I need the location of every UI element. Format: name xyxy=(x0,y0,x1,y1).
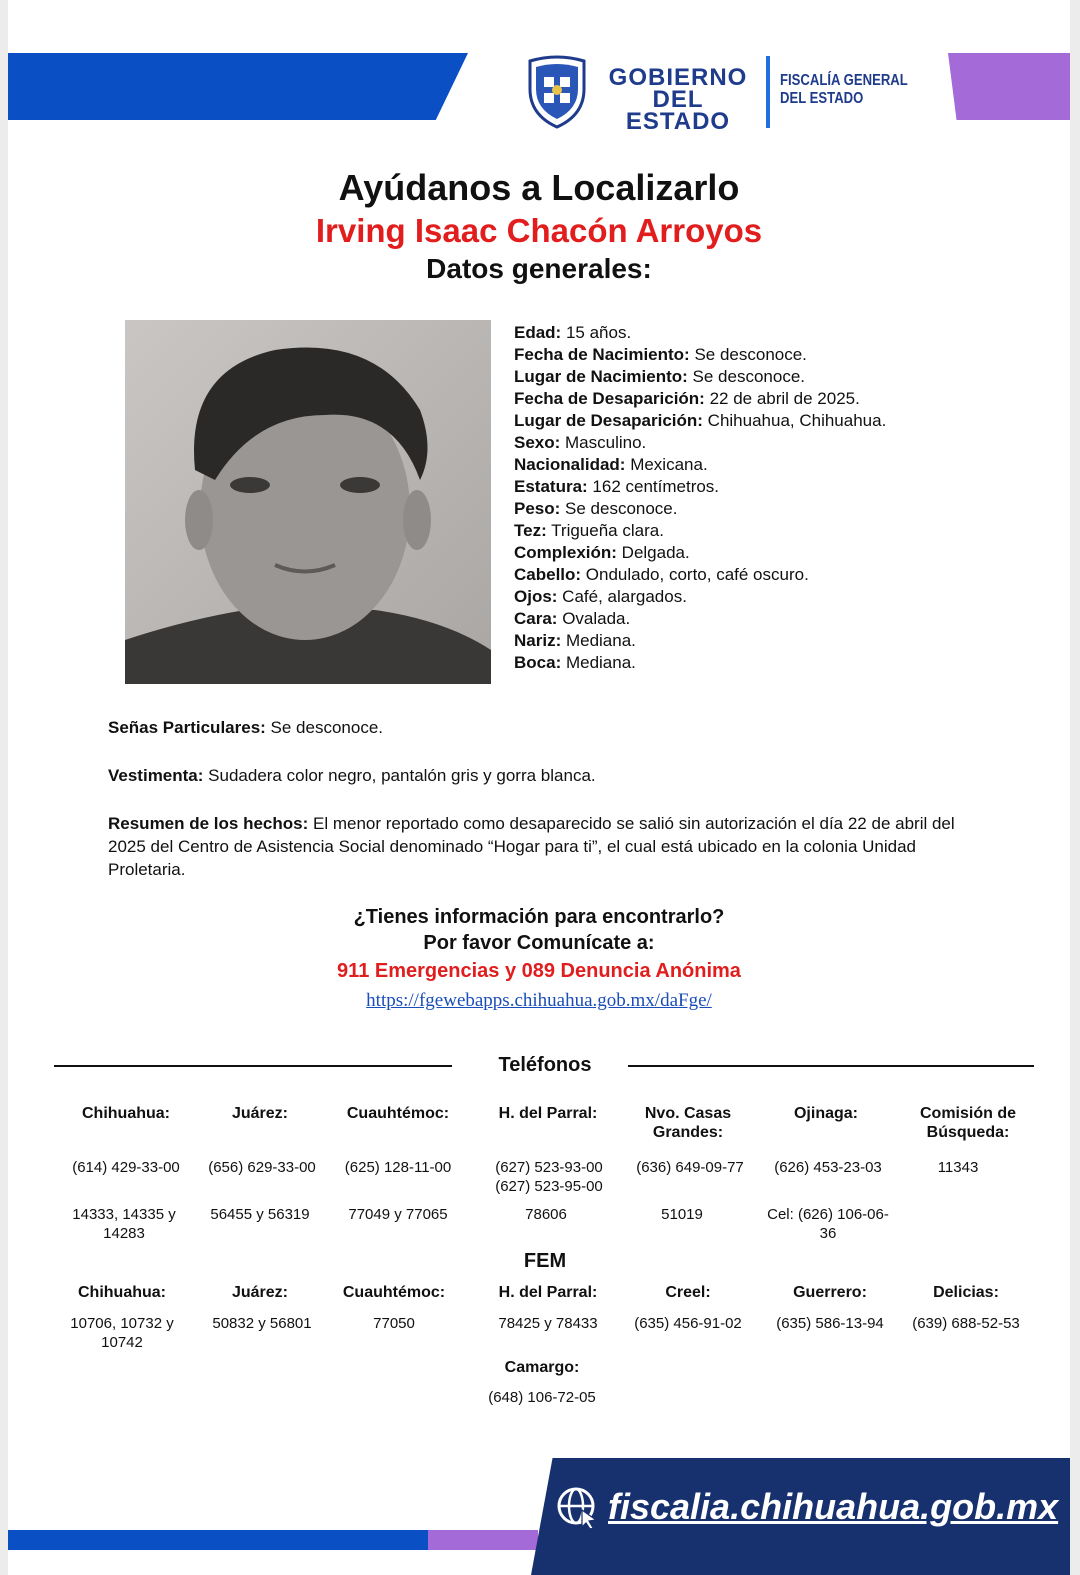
resumen-value: El menor reportado como desaparecido se salió sin autorización el día 22 de abril del 2025 del Centro de Asistencia Social denominado “Hogar para ti”, el cual está ubicado en la colonia Unidad Proletaria. xyxy=(108,814,955,879)
detail-row xyxy=(514,652,886,674)
detail-row xyxy=(514,322,886,344)
phones-header: Nvo. Casas Grandes: xyxy=(644,1105,732,1141)
header-blue-band xyxy=(8,53,468,120)
phones-title: Teléfonos xyxy=(498,1054,592,1076)
detail-label: Cabello: xyxy=(514,565,582,584)
detail-label: Fecha de Desaparición: xyxy=(514,389,705,408)
logo-gobierno-line1: GOBIERNO xyxy=(608,64,748,91)
divider-right xyxy=(628,1065,1034,1067)
globe-cursor-icon xyxy=(556,1486,600,1530)
detail-value: 15 años. xyxy=(561,323,632,342)
resumen-label: Resumen de los hechos: xyxy=(108,814,309,833)
phones-number: (626) 453-23-03 xyxy=(774,1159,882,1176)
fem-header: H. del Parral: xyxy=(498,1284,598,1301)
detail-value: Trigueña clara. xyxy=(546,521,664,540)
detail-label: Estatura: xyxy=(514,477,588,496)
detail-label: Tez: xyxy=(514,521,547,540)
detail-row xyxy=(514,520,886,542)
fem-number: 50832 y 56801 xyxy=(212,1315,312,1332)
fem-number: (635) 456-91-02 xyxy=(634,1315,742,1332)
detail-value: Ondulado, corto, café oscuro. xyxy=(581,565,809,584)
detail-row xyxy=(514,454,886,476)
header-purple-band xyxy=(948,53,1070,120)
detail-value: Masculino. xyxy=(560,433,647,452)
contact-emergency: 911 Emergencias y 089 Denuncia Anónima xyxy=(337,960,741,982)
fem-header: Delicias: xyxy=(933,1284,999,1301)
phones-extension: 77049 y 77065 xyxy=(348,1206,448,1223)
poster xyxy=(8,0,1070,1575)
fem-header-extra: Camargo: xyxy=(504,1359,580,1376)
detail-value: Café, alargados. xyxy=(557,587,687,606)
phones-extension: 51019 xyxy=(661,1206,703,1223)
detail-label: Complexión: xyxy=(514,543,617,562)
phones-header: Comisión de Búsqueda: xyxy=(919,1105,1016,1141)
logo-gobierno xyxy=(598,64,758,135)
phones-number: (614) 429-33-00 xyxy=(72,1159,180,1176)
phones-number: (656) 629-33-00 xyxy=(208,1159,316,1176)
fem-header: Juárez: xyxy=(231,1284,289,1301)
detail-value: Se desconoce. xyxy=(689,345,807,364)
vestimenta-value: Sudadera color negro, pantalón gris y gorra blanca. xyxy=(203,766,596,785)
logo-divider xyxy=(766,56,770,128)
detail-row xyxy=(514,410,886,432)
detail-value: Chihuahua, Chihuahua. xyxy=(702,411,887,430)
detail-row xyxy=(514,366,886,388)
detail-value: Mediana. xyxy=(561,653,636,672)
resumen xyxy=(108,812,988,881)
phones-extension: 14333, 14335 y 14283 xyxy=(72,1206,176,1242)
fem-title: FEM xyxy=(523,1250,567,1272)
phones-header: Ojinaga: xyxy=(793,1105,858,1122)
senas-value: Se desconoce. xyxy=(265,718,384,737)
person-photo xyxy=(125,320,491,684)
contact-please: Por favor Comunícate a: xyxy=(423,932,655,954)
detail-row xyxy=(514,586,886,608)
contact-question: ¿Tienes información para encontrarlo? xyxy=(353,906,725,928)
detail-value: Mexicana. xyxy=(625,455,708,474)
phones-extension: 78606 xyxy=(525,1206,567,1223)
fem-number: 10706, 10732 y 10742 xyxy=(70,1315,174,1351)
detail-value: Mediana. xyxy=(561,631,636,650)
vestimenta xyxy=(108,764,988,787)
detail-row xyxy=(514,432,886,454)
phones-header: Cuauhtémoc: xyxy=(346,1105,450,1122)
fem-header: Guerrero: xyxy=(793,1284,867,1301)
detail-row xyxy=(514,542,886,564)
detail-value: Se desconoce. xyxy=(560,499,678,518)
detail-label: Nariz: xyxy=(514,631,562,650)
fem-number: 78425 y 78433 xyxy=(498,1315,598,1332)
detail-label: Ojos: xyxy=(514,587,558,606)
phones-header: Juárez: xyxy=(231,1105,289,1122)
logo-gobierno-line2: DEL ESTADO xyxy=(625,86,731,135)
fem-number: 77050 xyxy=(373,1315,415,1332)
logo-fiscalia-line1: FISCALÍA GENERAL xyxy=(780,72,908,89)
footer-blue-stripe xyxy=(8,1530,498,1550)
fem-number: (639) 688-52-53 xyxy=(912,1315,1020,1332)
logo-fiscalia-line2: DEL ESTADO xyxy=(780,90,864,107)
detail-value: Ovalada. xyxy=(557,609,631,628)
footer-website-link[interactable]: fiscalia.chihuahua.gob.mx xyxy=(608,1486,1059,1527)
detail-label: Edad: xyxy=(514,323,562,342)
phones-number: (636) 649-09-77 xyxy=(636,1159,744,1176)
phones-number: (627) 523-93-00 (627) 523-95-00 xyxy=(495,1159,603,1195)
detail-label: Fecha de Nacimiento: xyxy=(514,345,690,364)
detail-label: Lugar de Desaparición: xyxy=(514,411,703,430)
phones-header: Chihuahua: xyxy=(82,1105,170,1122)
detail-value: Se desconoce. xyxy=(687,367,806,386)
phones-number: (625) 128-11-00 xyxy=(344,1159,452,1176)
detail-value: Delgada. xyxy=(616,543,690,562)
detail-row xyxy=(514,630,886,652)
detail-label: Lugar de Nacimiento: xyxy=(514,367,688,386)
detail-label: Peso: xyxy=(514,499,561,518)
phones-number: 11343 xyxy=(937,1159,979,1176)
fem-number-extra: (648) 106-72-05 xyxy=(488,1389,596,1406)
contact-link[interactable]: https://fgewebapps.chihuahua.gob.mx/daFge/ xyxy=(366,990,712,1011)
detail-row xyxy=(514,608,886,630)
fem-header: Creel: xyxy=(665,1284,711,1301)
detail-row xyxy=(514,388,886,410)
detail-row xyxy=(514,498,886,520)
detail-label: Nacionalidad: xyxy=(514,455,626,474)
fem-number: (635) 586-13-94 xyxy=(776,1315,884,1332)
detail-row xyxy=(514,564,886,586)
divider-left xyxy=(54,1065,452,1067)
detail-row xyxy=(514,344,886,366)
detail-row xyxy=(514,476,886,498)
detail-value: 162 centímetros. xyxy=(587,477,720,496)
person-name: Irving Isaac Chacón Arroyos xyxy=(315,212,763,249)
page-title: Ayúdanos a Localizarlo xyxy=(338,167,740,208)
portrait-image xyxy=(125,320,491,684)
logo-fiscalia xyxy=(780,72,908,108)
fem-header: Chihuahua: xyxy=(78,1284,166,1301)
detail-value: 22 de abril de 2025. xyxy=(704,389,860,408)
vestimenta-label: Vestimenta: xyxy=(108,766,204,785)
senas-label: Señas Particulares: xyxy=(108,718,266,737)
fem-header: Cuauhtémoc: xyxy=(342,1284,446,1301)
detail-label: Boca: xyxy=(514,653,562,672)
footer-purple-stripe xyxy=(428,1530,538,1550)
section-title: Datos generales: xyxy=(426,253,652,284)
details-list xyxy=(514,322,886,674)
phones-extension: Cel: (626) 106-06-36 xyxy=(767,1206,889,1242)
detail-label: Sexo: xyxy=(514,433,561,452)
detail-label: Cara: xyxy=(514,609,558,628)
phones-extension: 56455 y 56319 xyxy=(210,1206,310,1223)
phones-header: H. del Parral: xyxy=(498,1105,598,1122)
state-seal-icon xyxy=(526,55,588,129)
senas-particulares xyxy=(108,716,988,739)
